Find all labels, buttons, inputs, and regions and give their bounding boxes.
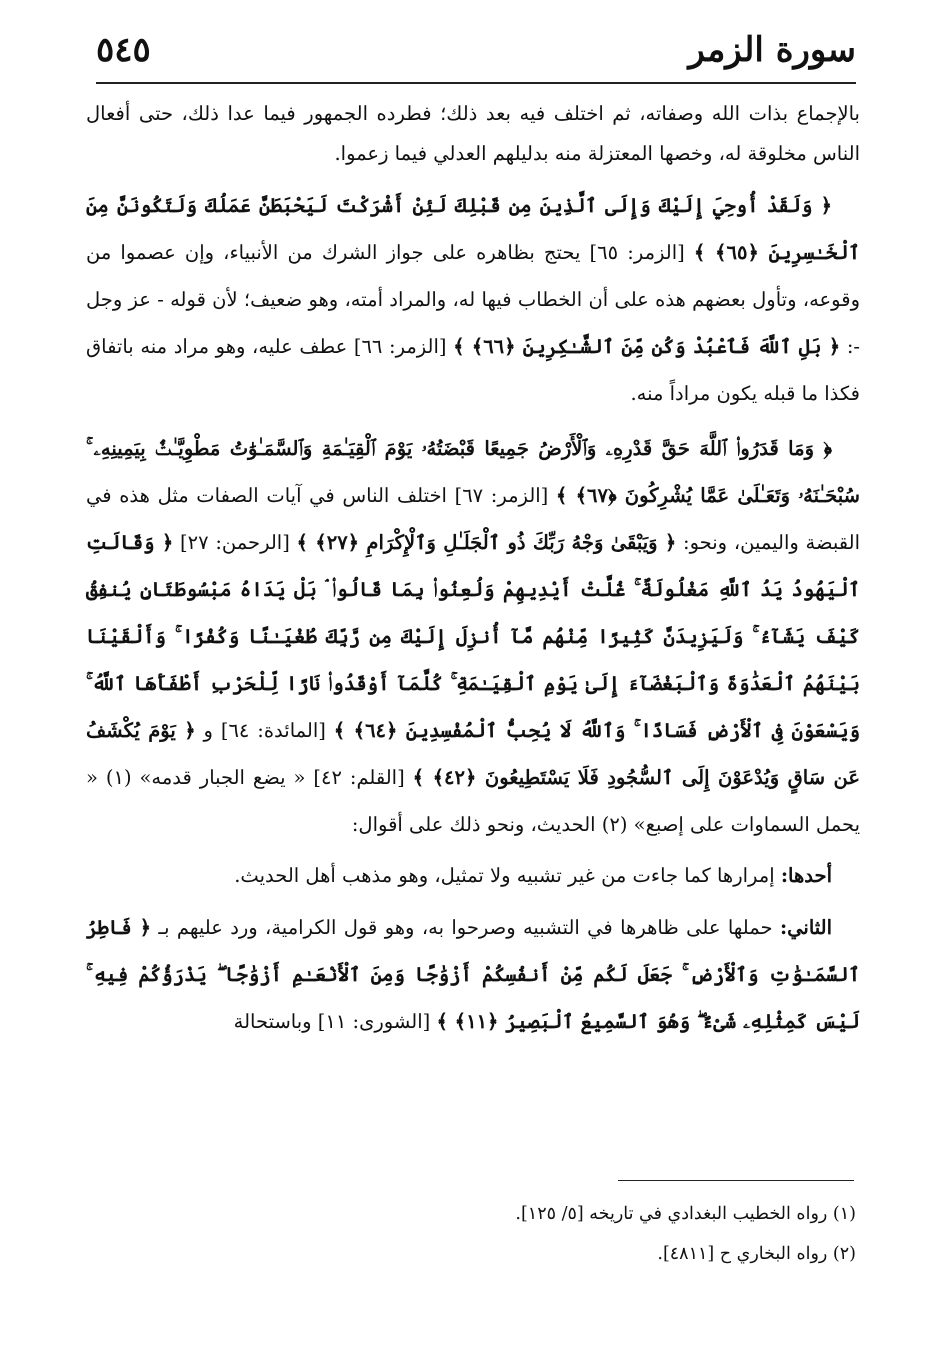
quran-verse: ﴿ فَاطِرُ ٱلسَّمَـٰوَٰتِ وَٱلْأَرْضِ ۚ جَعَلَ لَكُم مِّنْ أَنفُسِكُمْ أَزْوَٰجًا وَمِنَ ٱلْأَنْعَـٰمِ أَزْوَٰجًا ۖ يَذْرَؤُكُمْ فِيهِ ۚ لَيْسَ كَمِثْلِهِۦ شَىْءٌ ۖ وَهُوَ ٱلسَّمِيعُ ٱلْبَصِيرُ ﴿١١﴾ ﴾	[86, 916, 860, 1033]
quran-verse: ﴿ بَلِ ٱللَّهَ فَٱعْبُدْ وَكُن مِّنَ ٱلشَّـٰكِرِينَ ﴿٦٦﴾ ﴾	[453, 335, 841, 358]
paragraph-3	[86, 425, 860, 848]
footnote-1: (١) رواه الخطيب البغدادي في تاريخه [٥/ ١٢٥].	[515, 1204, 856, 1224]
footnote-2: (٢) رواه البخاري ح [٤٨١١].	[657, 1244, 856, 1264]
page-number: ٥٤٥	[96, 30, 151, 70]
paragraph-4	[86, 856, 860, 896]
opinion-label: الثاني:	[779, 916, 833, 939]
quran-verse: ﴿ وَيَبْقَىٰ وَجْهُ رَبِّكَ ذُو ٱلْجَلَـٰلِ وَٱلْإِكْرَامِ ﴿٢٧﴾ ﴾	[296, 531, 677, 554]
paragraph-1	[86, 94, 860, 174]
commentary-text: [القلم: ٤٢] « يضع الجبار قدمه» (١) « يحمل السماوات على إصبع» (٢) الحديث، ونحو ذلك على أقوال:	[86, 766, 860, 836]
commentary-text: [الشورى: ١١] وباستحالة	[233, 1010, 437, 1033]
main-text	[86, 94, 860, 1053]
commentary-text: [الزمر: ٦٧] اختلف الناس في آيات الصفات مثل هذه في القبضة واليمين، ونحو:	[86, 484, 860, 554]
commentary-text: [الزمر: ٦٥] يحتج بظاهره على جواز الشرك من الأنبياء، وإن عصموا من وقوعه، وتأول بعضهم هذه على أن الخطاب فيها له، والمراد أمته، وهو ضعيف؛ لأن قوله - عز وجل -:	[86, 241, 861, 358]
paragraph-text: حملها على ظاهرها في التشبيه وصرحوا به، وهو قول الكرامية، ورد عليهم بـ	[151, 916, 780, 939]
paragraph-text: بالإجماع بذات الله وصفاته، ثم اختلف فيه بعد ذلك؛ فطرده الجمهور فيما عدا ذلك، حتى أفعال الناس مخلوقة له، وخصها المعتزلة منه بدليلهم العدلي فيما زعموا.	[86, 102, 860, 165]
paragraph-5	[86, 904, 860, 1045]
commentary-text: [الرحمن: ٢٧]	[173, 531, 297, 554]
opinion-label: أحدها:	[780, 864, 832, 887]
commentary-text: [الزمر: ٦٦] عطف عليه، وهو مراد منه باتفاق فكذا ما قبله يكون مراداً منه.	[86, 335, 860, 405]
quran-verse: ﴿ يَوْمَ يُكْشَفُ عَن سَاقٍ وَيُدْعَوْنَ إِلَى ٱلسُّجُودِ فَلَا يَسْتَطِيعُونَ ﴿٤٢﴾ ﴾	[86, 719, 861, 789]
quran-verse: ﴿ وَقَالَتِ ٱلْيَهُودُ يَدُ ٱللَّهِ مَغْلُولَةٌ ۚ غُلَّتْ أَيْدِيهِمْ وَلُعِنُوا۟ بِمَا قَالُوا۟ ۘ بَلْ يَدَاهُ مَبْسُوطَتَانِ يُنفِقُ كَيْفَ يَشَآءُ ۚ وَلَيَزِيدَنَّ كَثِيرًا مِّنْهُم مَّآ أُنزِلَ إِلَيْكَ مِن رَّبِّكَ طُغْيَـٰنًا وَكُفْرًا ۚ وَأَلْقَيْنَا بَيْنَهُمُ ٱلْعَدَٰوَةَ وَٱلْبَغْضَآءَ إِلَىٰ يَوْمِ ٱلْقِيَـٰمَةِ ۚ كُلَّمَآ أَوْقَدُوا۟ نَارًا لِّلْحَرْبِ أَطْفَأَهَا ٱللَّهُ ۚ وَيَسْعَوْنَ فِى ٱلْأَرْضِ فَسَادًا ۚ وَٱللَّهُ لَا يُحِبُّ ٱلْمُفْسِدِينَ ﴿٦٤﴾ ﴾	[86, 531, 861, 742]
quran-verse: ﴿ وَمَا قَدَرُوا۟ ٱللَّهَ حَقَّ قَدْرِهِۦ وَٱلْأَرْضُ جَمِيعًا قَبْضَتُهُۥ يَوْمَ ٱلْقِيَـٰمَةِ وَٱلسَّمَـٰوَٰتُ مَطْوِيَّـٰتٌۢ بِيَمِينِهِۦ ۚ سُبْحَـٰنَهُۥ وَتَعَـٰلَىٰ عَمَّا يُشْرِكُونَ ﴿٦٧﴾ ﴾	[86, 437, 860, 507]
paragraph-text: إمرارها كما جاءت من غير تشبيه ولا تمثيل، وهو مذهب أهل الحديث.	[234, 864, 781, 887]
footnotes	[86, 1194, 860, 1274]
footnote-divider	[618, 1180, 854, 1181]
sura-title: سورة الزمر	[688, 30, 856, 70]
quran-verse: ﴿ وَلَقَدْ أُوحِيَ إِلَيْكَ وَإِلَى ٱلَّذِينَ مِن قَبْلِكَ لَئِنْ أَشْرَكْتَ لَيَحْبَطَنَّ عَمَلُكَ وَلَتَكُونَنَّ مِنَ ٱلْخَـٰسِرِينَ ﴿٦٥﴾ ﴾	[86, 194, 861, 264]
page-header	[96, 20, 856, 84]
paragraph-2	[86, 182, 860, 417]
commentary-text: [المائدة: ٦٤] و	[195, 719, 334, 742]
